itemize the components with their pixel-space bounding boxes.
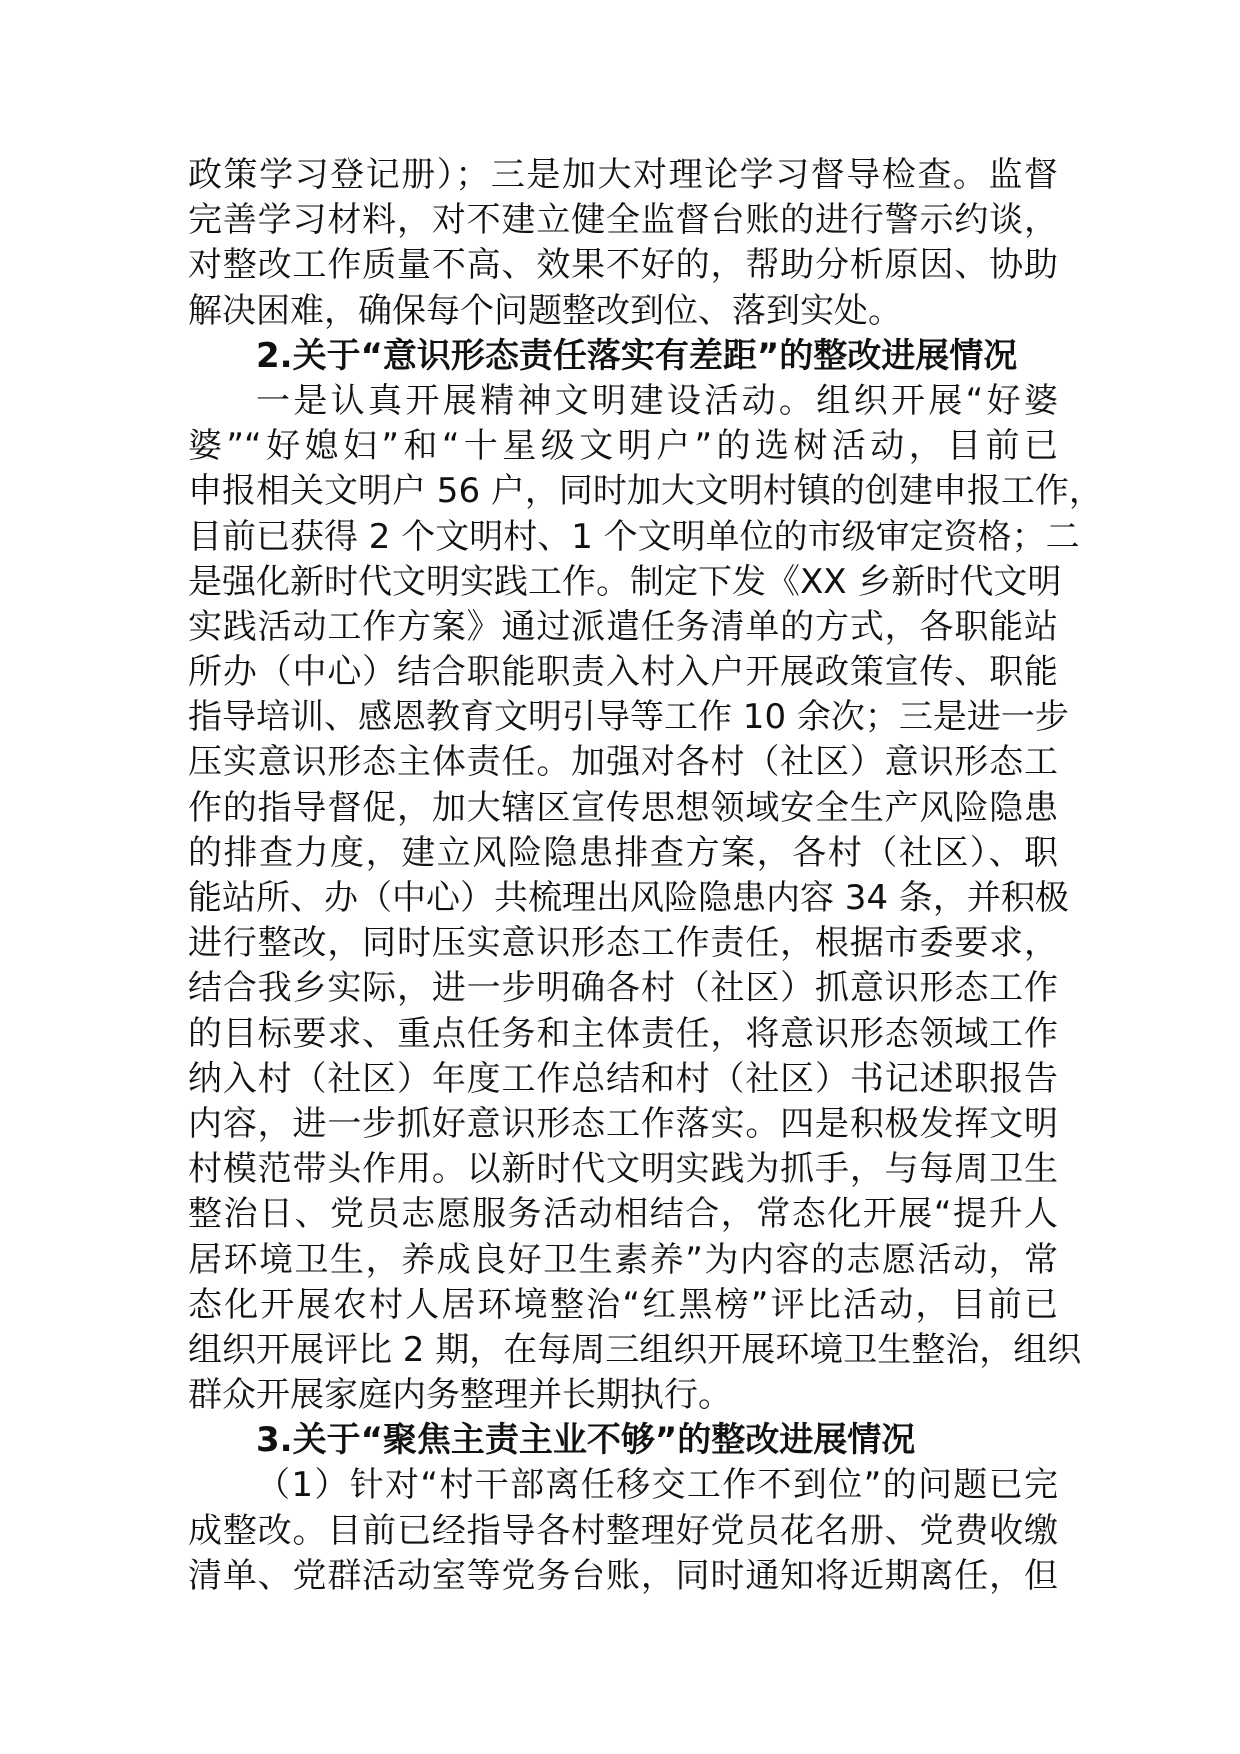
- paragraph-line: 成整改。目前已经指导各村整理好党员花名册、党费收缴: [188, 1510, 1058, 1551]
- paragraph-line: 清单、党群活动室等党务台账，同时通知将近期离任，但: [188, 1555, 1058, 1596]
- section-heading: 2.关于“意识形态责任落实有差距”的整改进展情况: [256, 335, 1018, 376]
- paragraph-line: 整治日、党员志愿服务活动相结合，常态化开展“提升人: [188, 1194, 1058, 1235]
- paragraph-line: 的目标要求、重点任务和主体责任，将意识形态领域工作: [188, 1013, 1058, 1054]
- paragraph-line: 态化开展农村人居环境整治“红黑榜”评比活动，目前已: [188, 1284, 1058, 1325]
- paragraph-line: 对整改工作质量不高、效果不好的，帮助分析原因、协助: [188, 245, 1058, 286]
- paragraph-line: 一是认真开展精神文明建设活动。组织开展“好婆: [256, 380, 1058, 421]
- paragraph-line: 压实意识形态主体责任。加强对各村（社区）意识形态工: [188, 742, 1058, 783]
- paragraph-line: 所办（中心）结合职能职责入村入户开展政策宣传、职能: [188, 652, 1058, 693]
- paragraph-line: 申报相关文明户 56 户，同时加大文明村镇的创建申报工作，: [188, 471, 1103, 512]
- paragraph-line: 婆”“好媳妇”和“十星级文明户”的选树活动，目前已: [188, 426, 1058, 467]
- paragraph-line: 内容，进一步抓好意识形态工作落实。四是积极发挥文明: [188, 1103, 1058, 1144]
- paragraph-line: （1）针对“村干部离任移交工作不到位”的问题已完: [256, 1465, 1058, 1506]
- paragraph-line: 群众开展家庭内务整理并长期执行。: [188, 1375, 732, 1416]
- paragraph-line: 目前已获得 2 个文明村、1 个文明单位的市级审定资格；二: [188, 516, 1080, 557]
- paragraph-line: 进行整改，同时压实意识形态工作责任，根据市委要求，: [188, 923, 1058, 964]
- paragraph-line: 组织开展评比 2 期，在每周三组织开展环境卫生整治，组织: [188, 1329, 1082, 1370]
- paragraph-line: 实践活动工作方案》通过派遣任务清单的方式，各职能站: [188, 606, 1058, 647]
- paragraph-line: 能站所、办（中心）共梳理出风险隐患内容 34 条，并积极: [188, 878, 1069, 918]
- paragraph-line: 解决困难，确保每个问题整改到位、落到实处。: [188, 290, 902, 331]
- paragraph-line: 是强化新时代文明实践工作。制定下发《XX 乡新时代文明: [188, 561, 1062, 602]
- document-page: [188, 153, 1103, 1599]
- paragraph-line: 结合我乡实际，进一步明确各村（社区）抓意识形态工作: [188, 968, 1058, 1009]
- paragraph-line: 作的指导督促，加大辖区宣传思想领域安全生产风险隐患: [188, 787, 1058, 828]
- paragraph-line: 的排查力度，建立风险隐患排查方案，各村（社区）、职: [188, 832, 1058, 873]
- paragraph-line: 指导培训、感恩教育文明引导等工作 10 余次；三是进一步: [188, 697, 1069, 738]
- section-heading: 3.关于“聚焦主责主业不够”的整改进展情况: [256, 1420, 916, 1461]
- paragraph-line: 政策学习登记册）；三是加大对理论学习督导检查。监督: [188, 155, 1058, 195]
- paragraph-line: 村模范带头作用。以新时代文明实践为抓手，与每周卫生: [188, 1149, 1058, 1190]
- paragraph-line: 纳入村（社区）年度工作总结和村（社区）书记述职报告: [188, 1058, 1058, 1099]
- paragraph-line: 居环境卫生，养成良好卫生素养”为内容的志愿活动，常: [188, 1239, 1058, 1280]
- paragraph-line: 完善学习材料，对不建立健全监督台账的进行警示约谈，: [188, 200, 1058, 241]
